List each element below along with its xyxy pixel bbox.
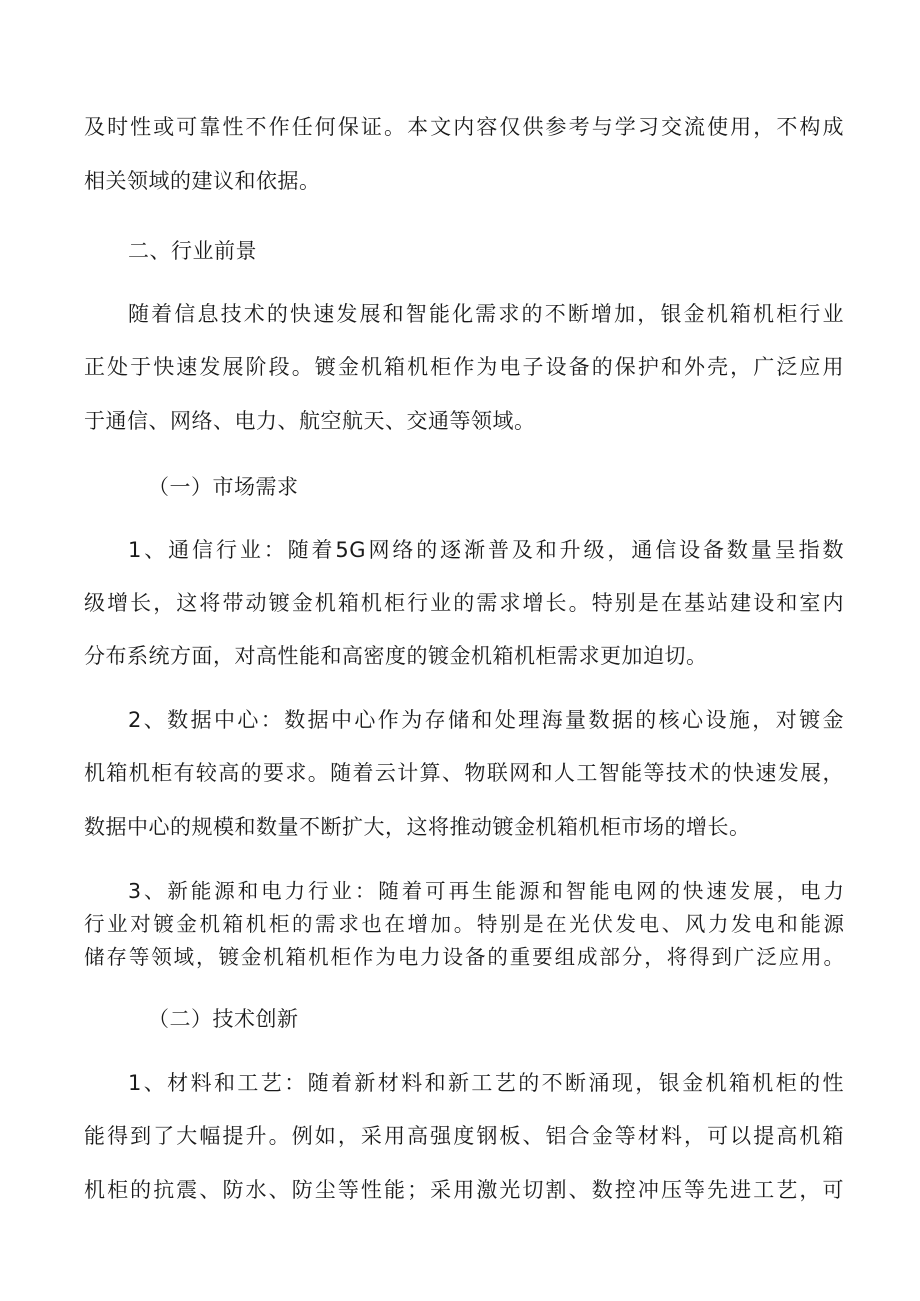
datacenter-item-line-1: 2、数据中心：数据中心作为存储和处理海量数据的核心设施，对镀金 [128,708,844,732]
intro-line-1: 及时性或可靠性不作任何保证。本文内容仅供参考与学习交流使用，不构成 [84,115,844,139]
telecom-item-line-3: 分布系统方面，对高性能和高密度的镀金机箱机柜需求更加迫切。 [84,644,708,668]
telecom-item-line-1: 1、通信行业：随着5G网络的逐渐普及和升级，通信设备数量呈指数 [128,538,844,562]
subsection-heading-technical-innovation: （二）技术创新 [148,1007,299,1031]
section-heading-industry-outlook: 二、行业前景 [128,239,257,263]
energy-item-line-3: 储存等领域，镀金机箱机柜作为电力设备的重要组成部分，将得到广泛应用。 [84,945,844,969]
materials-item-line-3: 机柜的抗震、防水、防尘等性能；采用激光切割、数控冲压等先进工艺，可 [84,1178,844,1202]
energy-item-line-1: 3、新能源和电力行业：随着可再生能源和智能电网的快速发展，电力 [128,879,844,903]
materials-item-line-2: 能得到了大幅提升。例如，采用高强度钢板、铝合金等材料，可以提高机箱 [84,1124,844,1148]
outlook-paragraph-line-2: 正处于快速发展阶段。镀金机箱机柜作为电子设备的保护和外壳，广泛应用 [84,355,844,379]
energy-item-line-2: 行业对镀金机箱机柜的需求也在增加。特别是在光伏发电、风力发电和能源 [84,912,844,936]
outlook-paragraph-line-1: 随着信息技术的快速发展和智能化需求的不断增加，银金机箱机柜行业 [128,302,844,326]
datacenter-item-line-2: 机箱机柜有较高的要求。随着云计算、物联网和人工智能等技术的快速发展， [84,761,844,785]
intro-line-2: 相关领域的建议和依据。 [84,169,321,193]
subsection-heading-market-demand: （一）市场需求 [148,475,299,499]
outlook-paragraph-line-3: 于通信、网络、电力、航空航天、交通等领域。 [84,409,536,433]
datacenter-item-line-3: 数据中心的规模和数量不断扩大，这将推动镀金机箱机柜市场的增长。 [84,815,751,839]
telecom-item-line-2: 级增长，这将带动镀金机箱机柜行业的需求增长。特别是在基站建设和室内 [84,591,844,615]
materials-item-line-1: 1、材料和工艺：随着新材料和新工艺的不断涌现，银金机箱机柜的性 [128,1071,844,1095]
